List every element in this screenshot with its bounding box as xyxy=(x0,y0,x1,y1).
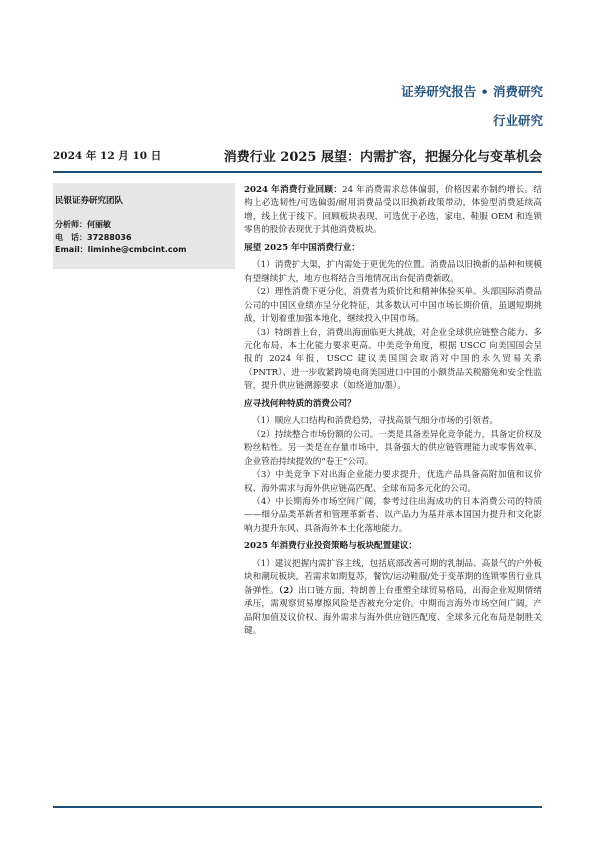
traits-point-3: （3）中美竞争下对出海企业能力要求提升，优选产品具备高附加值和议价权、海外需求与海外供应链高匹配、全球布局多元化的公司。 xyxy=(244,470,542,494)
review-label: 2024 年消费行业回顾： xyxy=(244,185,343,195)
footer-divider xyxy=(53,806,542,808)
traits-heading: 应寻找何种特质的消费公司？ xyxy=(244,398,356,409)
strategy-heading: 2025 年消费行业投资策略与板块配置建议： xyxy=(244,541,418,552)
traits-point-1: （1）顺应人口结构和消费趋势，寻找高景气细分市场的引领者。 xyxy=(252,416,499,427)
analyst-email[interactable]: Email：liminhe@cmbcint.com xyxy=(55,245,187,254)
report-date: 2024 年 12 月 10 日 xyxy=(53,150,162,162)
report-category: 证券研究报告 • 消费研究 xyxy=(401,84,543,99)
outlook-point-2: （2）理性消费下更分化，消费者为质价比和精神体验买单。头部国际消费品公司的中国区业绩亦呈分化特征，其多数认可中国市场长期价值，虽遇短期挑战，计划着重加强本地化，继续投入中国市场。 xyxy=(244,287,542,325)
traits-point-2: （2）持续整合市场份额的公司。一类是具备差异化竞争能力，具备定价权及粉丝粘性。另一类是在存量市场中，具备强大的供应链管理能力或零售效率、企业管治持续提效的“卷王”公司。 xyxy=(244,429,542,467)
date-title-row xyxy=(53,144,542,166)
report-subcategory: 行业研究 xyxy=(492,113,543,128)
strategy-label-2: （2） xyxy=(278,585,299,596)
analyst-sidebar xyxy=(53,183,235,269)
header-divider xyxy=(53,171,542,173)
strategy-text-b: 出口链方面，特朗普上台重塑全球贸易格局，出海企业短期情绪承压，需观察贸易摩擦风险是否被充分定价。中期而言海外市场空间广阔，产品附加值及议价权、海外需求与海外供应链匹配度、全球多元化布局是制胜关键。 xyxy=(244,585,542,637)
report-body xyxy=(244,184,542,639)
review-text: 24 年消费需求总体偏弱，价格因素亦制约增长。结构上必选韧性/可选偏弱/耐用消费品受以旧换新政策带动，体验型消费延续高增，线上优于线下。回顾板块表现，可选优于必选，家电、鞋服 OEM 和连锁零售的股价表现优于其他消费板块。 xyxy=(244,185,542,236)
strategy-text-a: （1）建议把握内需扩容主线，包括底部改善可期的乳制品、高景气的户外板块和潮玩板块，若需求如期复苏，餐饮/运动鞋服/处于变革期的连锁零售行业具备弹性。 xyxy=(244,558,542,596)
analyst-phone: 电 话：37288036 xyxy=(55,232,132,242)
traits-point-4: （4）中长期海外市场空间广阔，参考过往出海成功的日本消费公司的特质——细分品类革新者和管理革新者、以产品力为基并承本国国力提升和文化影响力提升东风、具备海外本土化落地能力。 xyxy=(244,496,542,534)
research-team: 民银证券研究团队 xyxy=(55,196,124,206)
report-title: 消费行业 2025 展望：内需扩容，把握分化与变革机会 xyxy=(223,150,542,165)
review-paragraph xyxy=(244,184,542,238)
strategy-paragraph xyxy=(244,558,542,639)
outlook-heading: 展望 2025 年中国消费行业： xyxy=(244,242,360,253)
outlook-point-3: （3）特朗普上台，消费出海面临更大挑战，对企业全球供应链整合能力、多元化布局、本土化能力要求更高。中美竞争角度，根据 USCC 向美国国会呈报的 2024 年报，USCC 建议美国国会取消对中国的永久贸易关系（PNTR）、进一步收紧跨境电商美国进口中国的小额货品关税豁免和安全性监管，提升供应链溯源要求（如绕道加/墨）。 xyxy=(244,327,542,392)
outlook-point-1: （1）消费扩大渠，扩内需处于更优先的位置。消费品以旧换新的品种和规模有望继续扩大，地方也将结合当地情况出台促消费新政。 xyxy=(244,260,542,284)
analyst-name: 分析师：何丽敏 xyxy=(55,220,111,229)
